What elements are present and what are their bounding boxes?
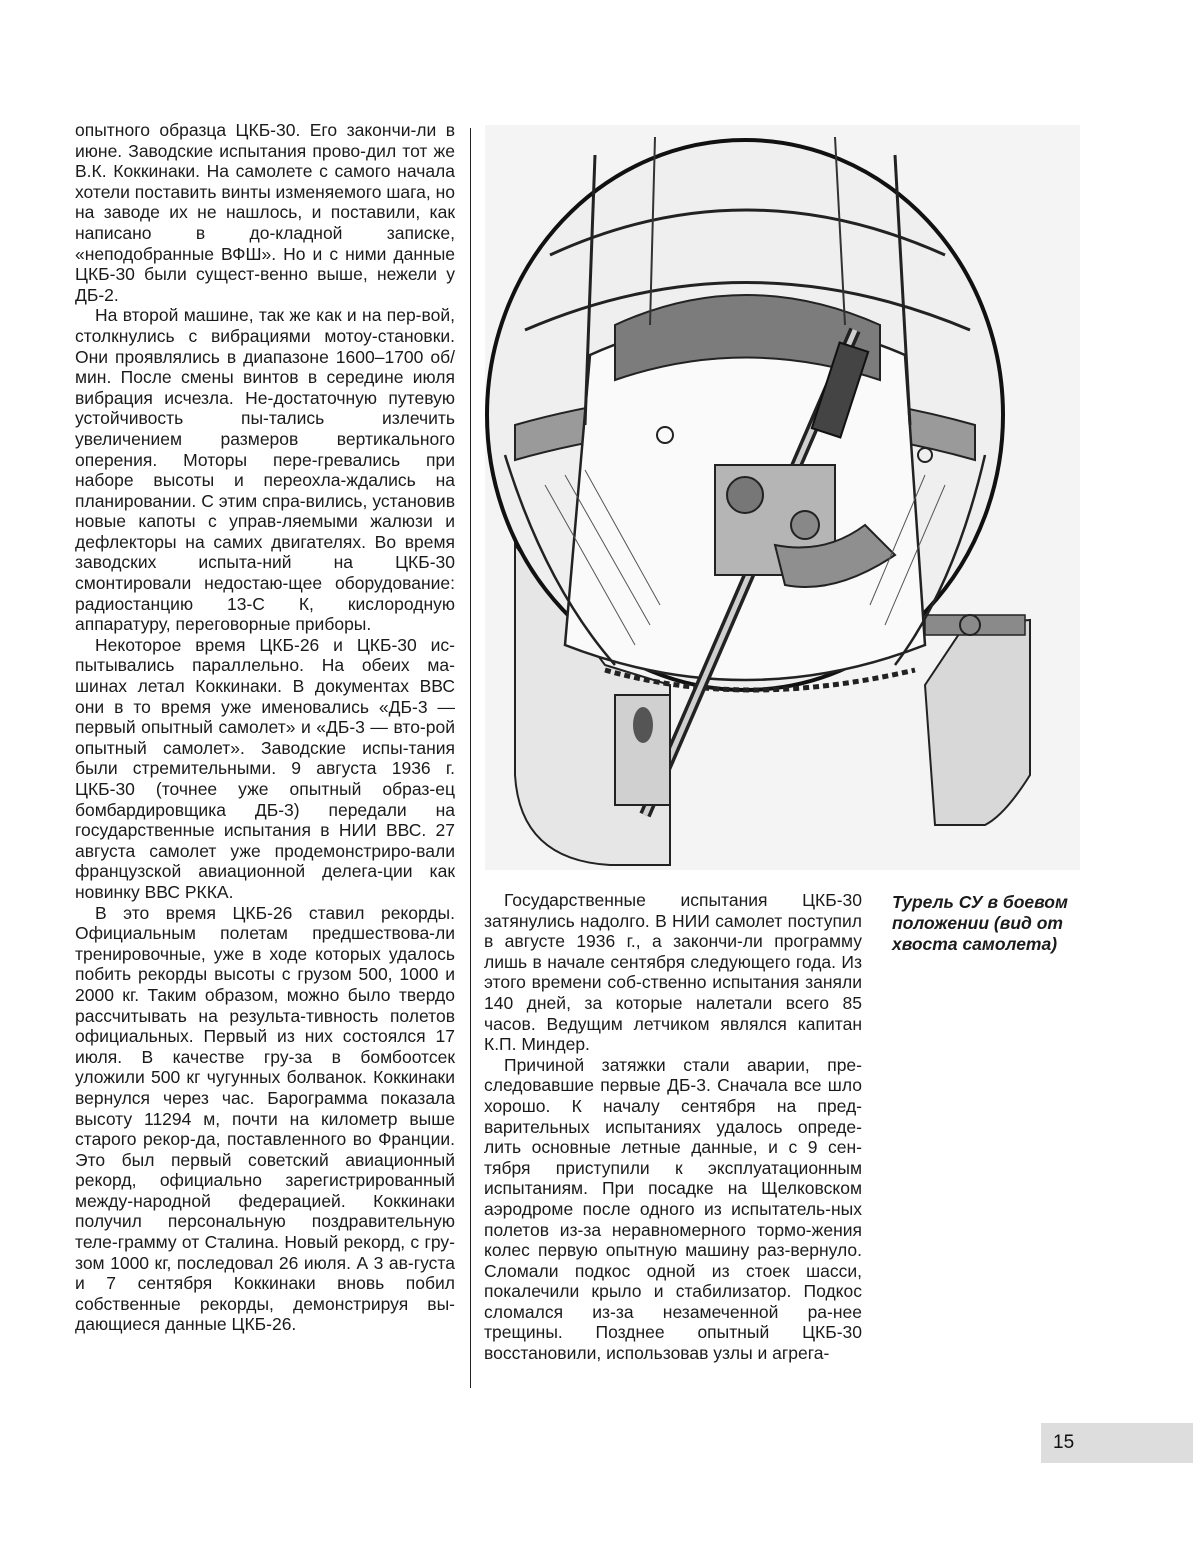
turret-illustration	[485, 125, 1080, 870]
paragraph: На второй машине, так же как и на пер-вой, столкнулись с вибрациями мотоу-становки. Они проявлялись в диапазоне 1600–1700 об/ мин. После смены винтов в середине июля вибрация исчезла. Не-достаточную путевую устойчивость пы-тались излечить увеличением размеров вертикального оперения. Моторы пере-гревались при наборе высоты и переохла-ждались на планировании. С этим спра-вились, установив новые капоты с управ-ляемыми жалюзи и дефлекторы на самих двигателях. Во время заводских испыта-ний на ЦКБ-30 смонтировали недостаю-щее оборудование: радиостанцию 13-С К, кислородную аппаратуру, переговорные приборы.	[75, 305, 455, 635]
paragraph: В это время ЦКБ-26 ставил рекорды. Официальным полетам предшествова-ли тренировочные, уже в ходе которых удалось побить рекорды высоты с грузом 500, 1000 и 2000 кг. Таким образом, можно было твердо рассчитывать на результа-тивность полетов официальных. Первый из них состоялся 17 июля. В качестве гру-за в бомбоотсек уложили 500 кг чугунных болванок. Коккинаки вернулся через час. Барограмма показала высоту 11294 м, почти на километр выше старого рекор-да, поставленного во Франции. Это был первый советский авиационный рекорд, официально зарегистрированный между-народной федерацией. Коккинаки получил персональную поздравительную теле-грамму от Сталина. Новый рекорд, с гру-зом 1000 кг, последовал 26 июля. А 3 ав-густа и 7 сентября Коккинаки вновь побил собственные рекорды, демонстрируя вы-дающиеся данные ЦКБ-26.	[75, 902, 455, 1335]
paragraph: Причиной затяжки стали аварии, пре-следовавшие первые ДБ-3. Сначала все шло хорошо. К началу сентября на пред-варительных испытаниях удалось опреде-лить основные летные данные, и с 9 сен-тября приступили к эксплуатационным испытаниям. При посадке на Щелковском аэродроме после одного из испытатель-ных полетов из-за неравномерного тормо-жения колес первую опытную машину раз-вернуло. Сломали подкос одной из стоек шасси, покалечили крыло и стабилизатор. Подкос сломался из-за незамеченной ра-нее трещины. Позднее опытный ЦКБ-30 восстановили, использовав узлы и агрега-	[484, 1054, 862, 1364]
paragraph: опытного образца ЦКБ-30. Его закончи-ли в июне. Заводские испытания прово-дил тот же В.К. Коккинаки. На самолете с самого начала хотели поставить винты изменяемого шага, но на заводе их не нашлось, и поставили, как написано в до-кладной записке, «неподобранные ВФШ». Но и с ними данные ЦКБ-30 были сущест-венно выше, нежели у ДБ-2.	[75, 120, 455, 305]
figure-caption: Турель СУ в боевом положении (вид от хвоста самолета)	[892, 892, 1068, 954]
page-number: 15	[1053, 1432, 1075, 1453]
page-number-tab	[1041, 1423, 1193, 1463]
left-text-column	[75, 120, 455, 1335]
paragraph: Некоторое время ЦКБ-26 и ЦКБ-30 ис-пытывались параллельно. На обеих ма-шинах летал Коккинаки. В документах ВВС они в то время уже именовались «ДБ-3 — первый опытный самолет» и «ДБ-3 — вто-рой опытный самолет». Заводские испы-тания были стремительными. 9 августа 1936 г. ЦКБ-30 (точнее уже опытный образ-ец бомбардировщика ДБ-3) передали на государственные испытания в НИИ ВВС. 27 августа самолет уже продемонстриро-вали французской авиационной делега-ции как новинку ВВС РККА.	[75, 634, 455, 902]
middle-text-column	[484, 890, 862, 1364]
column-divider	[470, 128, 471, 1388]
paragraph: Государственные испытания ЦКБ-30 затянулись надолго. В НИИ самолет поступил в августе 1936 г., а закончи-ли программу лишь в начале сентября следующего года. Из этого времени соб-ственно испытания заняли 140 дней, за которые налетали всего 85 часов. Ведущим летчиком являлся капитан К.П. Миндер.	[484, 890, 862, 1055]
